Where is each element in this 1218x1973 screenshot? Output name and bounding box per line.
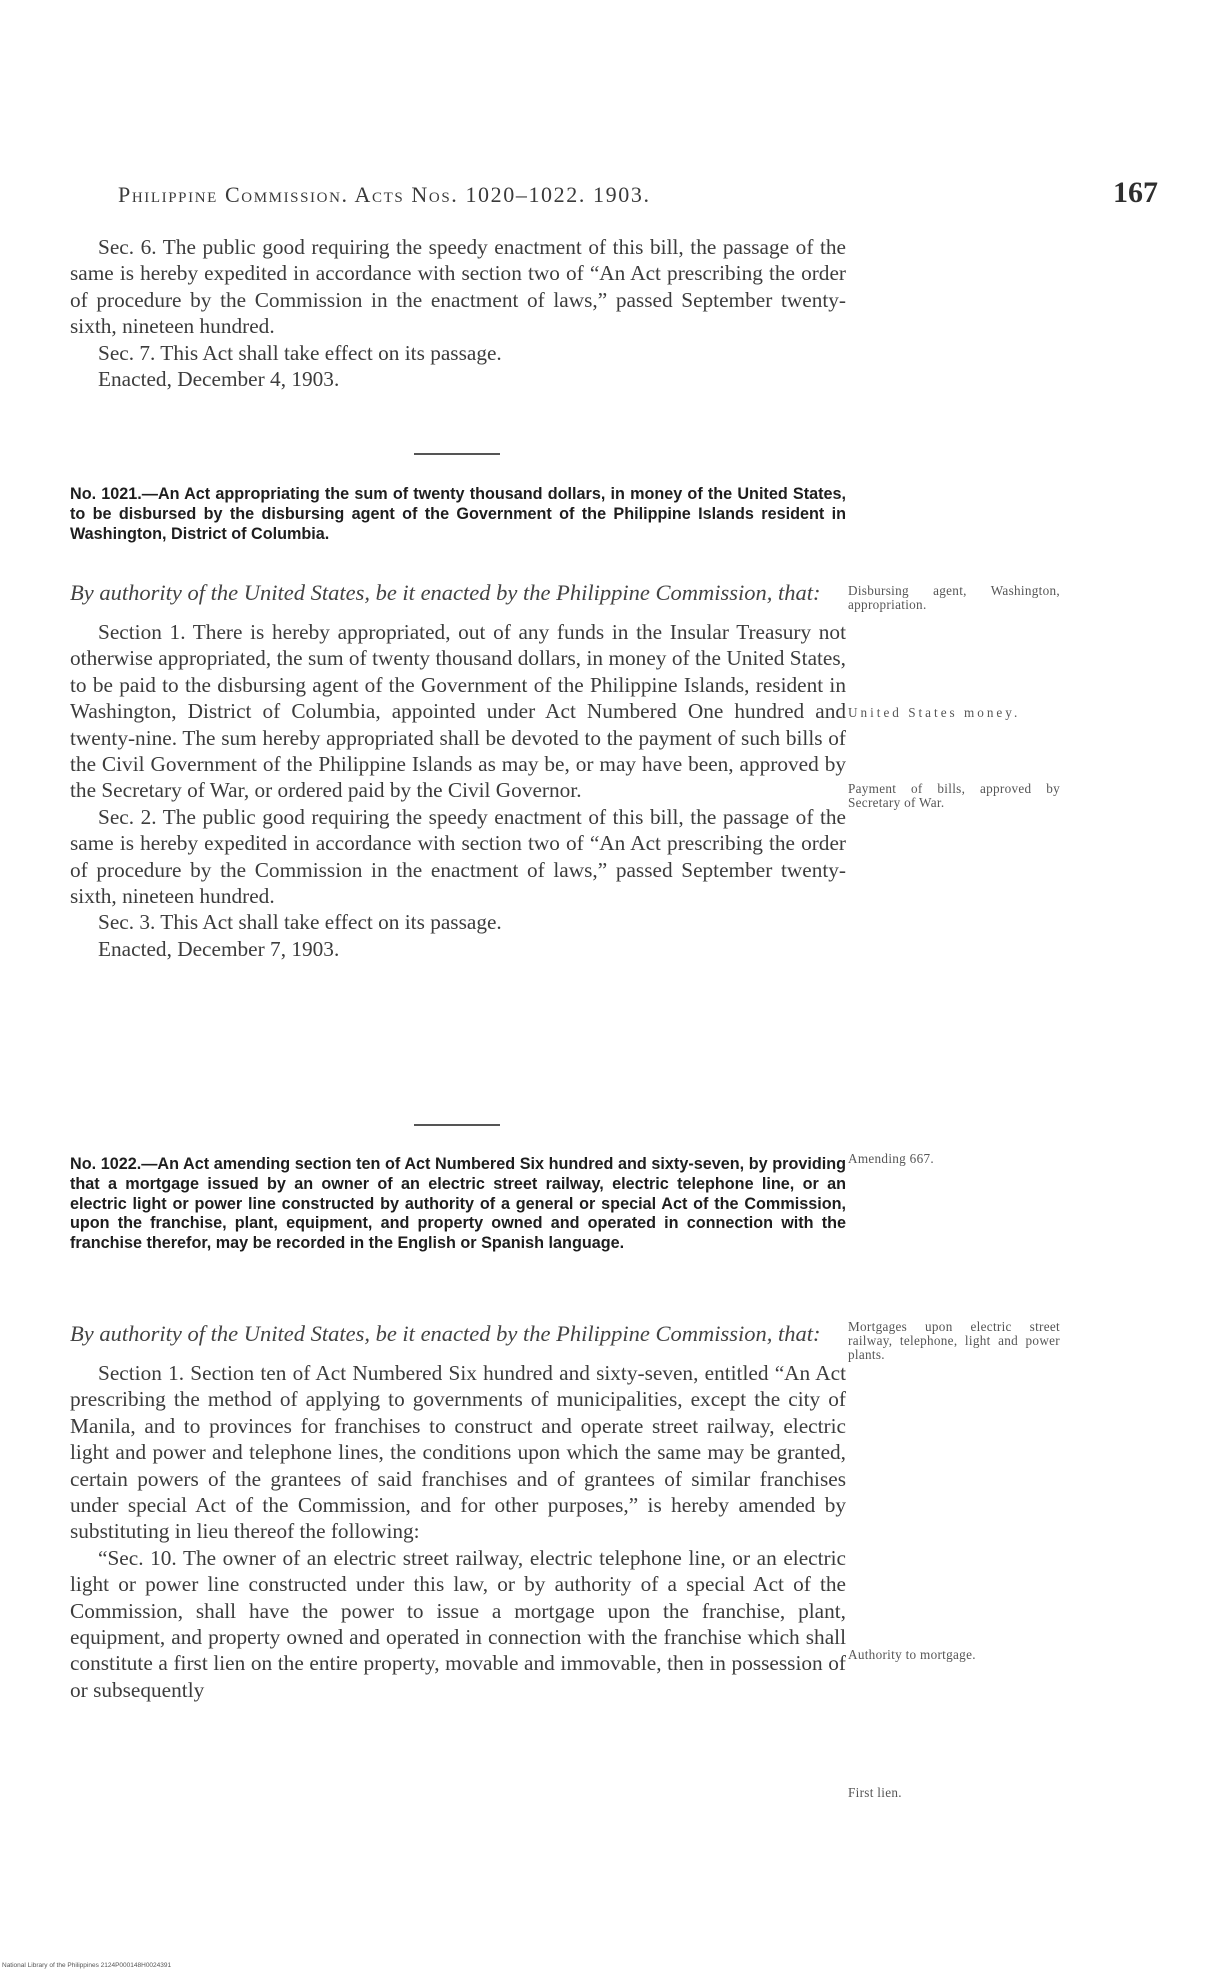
act-1022-body	[70, 1321, 846, 1703]
margin-note-amending: Amending 667.	[848, 1151, 934, 1166]
running-head-title: Philippine Commission. Acts Nos. 1020–1022. 1903.	[118, 182, 651, 207]
act-1021-section1: Section 1. There is hereby appropriated, out of any funds in the Insular Treasury not otherwise appropriated, the sum of twenty thousand dollars, in money of the United States, to be paid to the disbursing agent of the Government of the Philippine Islands, resident in Washington, District of Columbia, appointed under Act Numbered One hundred and twenty-nine. The sum hereby appropriated shall be devoted to the payment of such bills of the Civil Government of the Philippine Islands as may be, or may have been, approved by the Secretary of War, or ordered paid by the Civil Governor.	[70, 620, 846, 803]
margin-note-payment-of-bills: Payment of bills, approved by Secretary of War.	[848, 781, 1060, 810]
act-1020-conclusion	[70, 234, 846, 392]
act-1022-enacting-clause: By authority of the United States, be it enacted by the Philippine Commission, that:	[70, 1321, 821, 1346]
section-divider	[414, 1124, 500, 1126]
act-1021-sec2: Sec. 2. The public good requiring the speedy enactment of this bill, the passage of the same is hereby expedited in accordance with section two of “An Act prescribing the order of procedure by the Commission in the enactment of laws,” passed September twenty-sixth, nineteen hundred.	[70, 804, 846, 909]
margin-note-authority-to-mortgage: Authority to mortgage.	[848, 1647, 976, 1662]
act-1021-body	[70, 580, 846, 962]
scan-credit-footer: National Library of the Philippines 2124P000148H0024391	[2, 1962, 172, 1969]
margin-note-disbursing-agent: Disbursing agent, Washington, appropriation.	[848, 583, 1060, 612]
act-1021-sec3: Sec. 3. This Act shall take effect on its passage.	[98, 910, 502, 935]
page-number: 167	[1113, 176, 1158, 209]
act-1021-heading: No. 1021.—An Act appropriating the sum of twenty thousand dollars, in money of the United States, to be disbursed by the disbursing agent of the Government of the Philippine Islands resident in Washington, District of Columbia.	[70, 485, 846, 543]
act-1020-enacted-date: Enacted, December 4, 1903.	[98, 367, 340, 392]
act-1021-enacting-clause: By authority of the United States, be it enacted by the Philippine Commission, that:	[70, 580, 821, 605]
margin-note-mortgages: Mortgages upon electric street railway, telephone, light and power plants.	[848, 1319, 1060, 1362]
act-1020-sec6: Sec. 6. The public good requiring the speedy enactment of this bill, the passage of the same is hereby expedited in accordance with section two of “An Act prescribing the order of procedure by the Commission in the enactment of laws,” passed September twenty-sixth, nineteen hundred.	[70, 235, 846, 339]
act-1022-heading: No. 1022.—An Act amending section ten of Act Numbered Six hundred and sixty-seven, by providing that a mortgage issued by an owner of an electric street railway, electric telephone line, or an electric light or power line constructed by authority of a general or special Act of the Commission, upon the franchise, plant, equipment, and property owned and operated in connection with the franchise therefor, may be recorded in the English or Spanish language.	[70, 1155, 846, 1253]
margin-note-us-money: United States money.	[848, 705, 1021, 720]
act-1022-section1: Section 1. Section ten of Act Numbered Six hundred and sixty-seven, entitled “An Act prescribing the method of applying to governments of municipalities, except the city of Manila, and to provinces for franchises to construct and operate street railway, electric light and power and telephone lines, the conditions upon which the same may be granted, certain powers of the grantees of said franchises and of grantees of similar franchises under special Act of the Commission, and for other purposes,” is hereby amended by substituting in lieu thereof the following:	[70, 1361, 846, 1544]
running-header	[118, 176, 1158, 216]
margin-note-first-lien: First lien.	[848, 1785, 902, 1800]
act-1022-sec10: “Sec. 10. The owner of an electric street railway, electric telephone line, or an electric light or power line constructed under this law, or by authority of a special Act of the Commission, shall have the power to issue a mortgage upon the franchise, plant, equipment, and property owned and operated in connection with the franchise which shall constitute a first lien on the entire property, movable and immovable, then in possession of or subsequently	[70, 1545, 846, 1702]
act-1020-sec7: Sec. 7. This Act shall take effect on its passage.	[98, 340, 502, 365]
act-1021-enacted-date: Enacted, December 7, 1903.	[98, 936, 340, 961]
section-divider	[414, 453, 500, 455]
